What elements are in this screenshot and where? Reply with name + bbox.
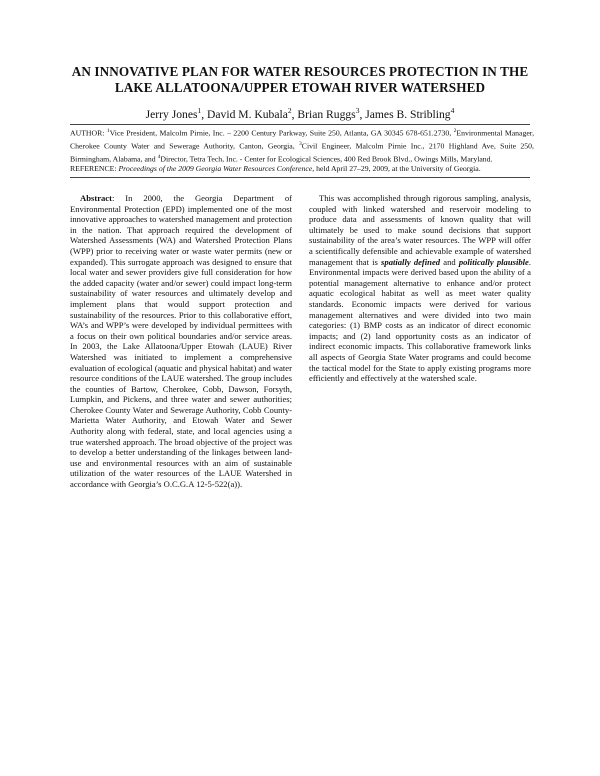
author-name: Jerry Jones bbox=[145, 107, 198, 121]
abstract-paragraph bbox=[70, 193, 292, 490]
affiliation-4: Director, Tetra Tech, Inc. - Center for Ecological Sciences, 400 Red Brook Blvd., Owings Mills, Maryland. bbox=[160, 154, 493, 164]
reference-title: Proceedings of the 2009 Georgia Water Resources Conference bbox=[118, 164, 313, 174]
reference-rest: , held April 27–29, 2009, at the University of Georgia. bbox=[312, 164, 481, 174]
author-label: AUTHOR: bbox=[70, 128, 105, 138]
author-sup: 3 bbox=[355, 106, 360, 115]
abstract-label: Abstract bbox=[80, 193, 112, 203]
author-name: David M. Kubala bbox=[207, 107, 288, 121]
author-sup: 1 bbox=[197, 106, 202, 115]
right-column bbox=[309, 193, 531, 384]
title-line-1: AN INNOVATIVE PLAN FOR WATER RESOURCES PROTECTION IN THE bbox=[71, 64, 529, 79]
emphasis-politically-plausible: politically plausible bbox=[458, 256, 529, 267]
right-text-part1: This was accomplished through rigorous sampling, analysis, coupled with linked watershed and reservoir modeling to produce data and assessments of known quality that will ultimately be used to make sound decisions that support sustainability of the area’s water resources. The WPP will offer a scientifically defensible and achievable example of watershed management that is bbox=[309, 193, 531, 267]
affiliation-3: Civil Engineer, Malcolm Pirnie Inc., 2170 Highland Ave, Suite 250, Birmingham, Alabama, and bbox=[70, 141, 534, 164]
right-paragraph bbox=[309, 193, 531, 384]
emphasis-spatially-defined: spatially defined bbox=[381, 256, 441, 267]
aff-sup: 4 bbox=[157, 153, 161, 160]
author-list: Jerry Jones$^1$, David M. Kubala$^2$, Brian Ruggs$^3$, James B. Stribling$^4$ bbox=[145, 106, 455, 121]
abstract-text: : In 2000, the Georgia Department of Environmental Protection (EPD) implemented one of the most innovative approaches to watershed management and protection in the nation. That approach required the development of Watershed Assessments (WA) and Watershed Protection Plans (WPP) prior to receiving water or waste water permits (new or expanded). This surrogate approach was designed to ensure that local water and sewer providers give full consideration for how the added capacity (water and/or sewer) could impact long-term sustainability of water resources and ultimately develop and implement plans that would support protection and sustainability of the resources. Prior to this collaborative effort, WA’s and WPP’s were developed by individual permittees with a focus on their own political boundaries and/or service areas. In 2003, the Lake Allatoona/Upper Etowah (LAUE) River Watershed was initiated to implement a comprehensive evaluation of ecological (aquatic and physical habitat) and water resource conditions of the LAUE watershed. The group includes the counties of Bartow, Cherokee, Cobb, Dawson, Forsyth, Lumpkin, and Pickens, and three water and sewer authorities; Cherokee County Water and Sewerage Authority, Cobb County-Marietta Water Authority, and Etowah Water and Sewer Authority along with federal, state, and local agencies using a true watershed approach. The broad objective of the project was to develop a better understanding of the linkages between land-use and environmental resources with an aim of sustainable utilization of the water resources of the LAUE Watershed in accordance with Georgia’s O.C.G.A 12-5-522(a)). bbox=[70, 193, 292, 490]
abstract-column bbox=[70, 193, 292, 490]
aff-sup: 3 bbox=[299, 140, 302, 147]
aff-sup: 1 bbox=[106, 128, 110, 134]
paper-title bbox=[40, 64, 560, 96]
bottom-divider bbox=[70, 177, 530, 178]
author-affiliations bbox=[70, 126, 534, 175]
affiliation-2: Environmental Manager, Cherokee County Water and Sewerage Authority, Canton, Georgia, bbox=[70, 128, 535, 151]
aff-sup: 2 bbox=[453, 128, 457, 134]
right-text-part2: . Environmental impacts were derived based upon the ability of a potential management alternative to enhance and/or protect aquatic ecological habitat as well as meet water quality standards. Economic impacts were derived for various management alternatives and were divided into two main categories: (1) BMP costs as an indicator of direct economic impacts; and (2) land opportunity costs as an indicator of indirect economic impacts. This collaborative framework links all aspects of Georgia State Water programs and could become the tactical model for the State to apply existing programs more efficiently and effectively at the watershed scale. bbox=[309, 256, 531, 384]
top-divider bbox=[70, 124, 530, 125]
author-sup: 2 bbox=[287, 106, 292, 115]
affiliation-1: Vice President, Malcolm Pirnie, Inc. – 2200 Century Parkway, Suite 250, Atlanta, GA 30345 678-651.2730, bbox=[109, 128, 452, 138]
author-name: Brian Ruggs bbox=[297, 107, 356, 121]
right-text-and: and bbox=[440, 256, 459, 267]
title-line-2: LAKE ALLATOONA/UPPER ETOWAH RIVER WATERSHED bbox=[114, 80, 486, 95]
author-name: James B. Stribling bbox=[365, 107, 451, 121]
author-sup: 4 bbox=[450, 106, 455, 115]
reference-label: REFERENCE: bbox=[70, 164, 117, 174]
